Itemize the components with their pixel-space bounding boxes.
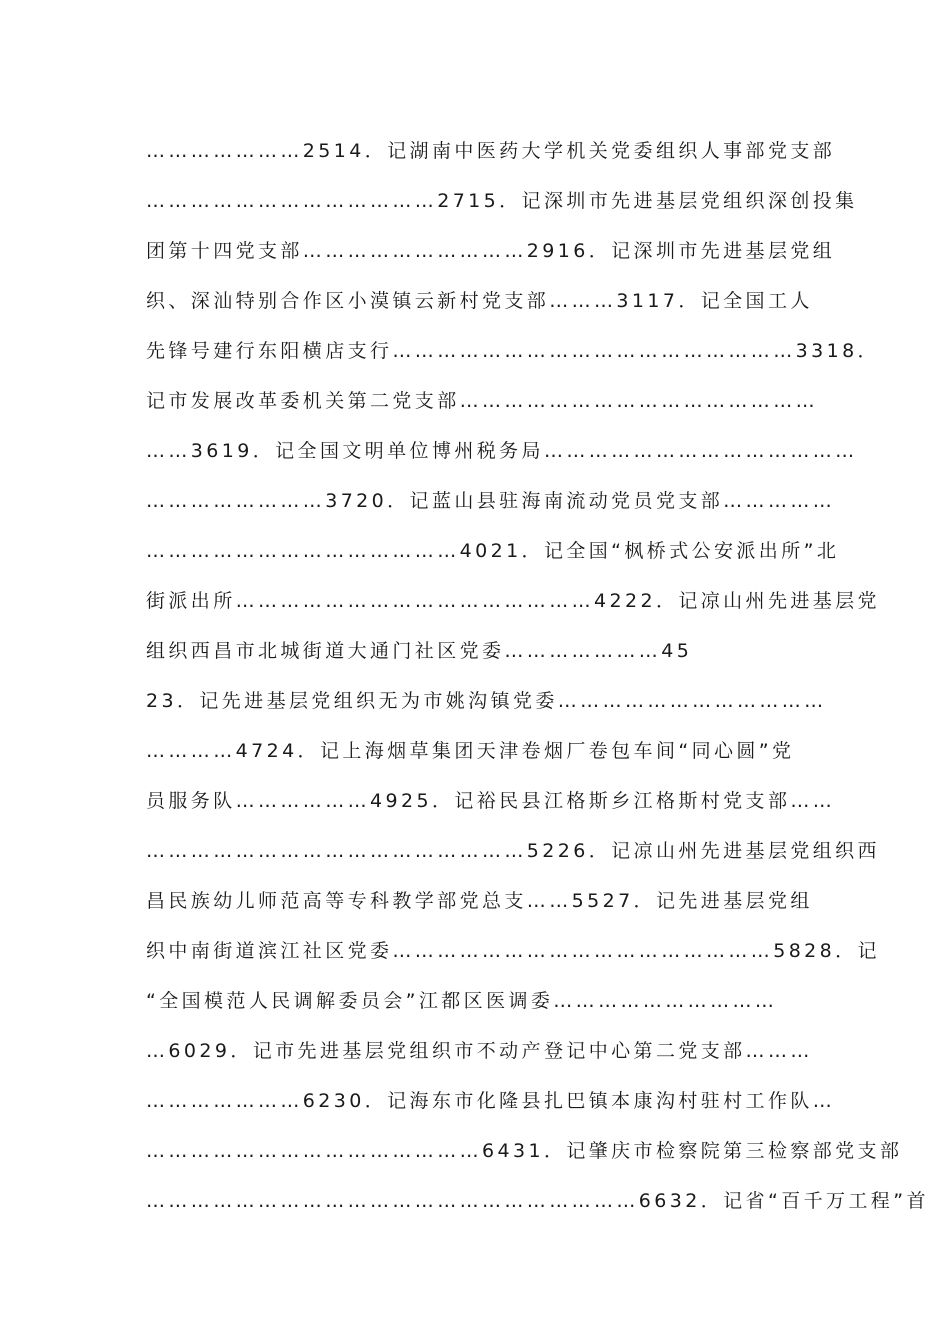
toc-line: …………………………………2715．记深圳市先进基层党组织深创投集 bbox=[146, 190, 858, 212]
toc-line: ……………………………………………5226．记凉山州先进基层党组织西 bbox=[146, 840, 880, 862]
toc-line: 记市发展改革委机关第二党支部………………………………………… bbox=[146, 390, 819, 412]
toc-line: …………………………………………………………6632．记省“百千万工程”首 bbox=[146, 1190, 929, 1212]
toc-line: …………………6230．记海东市化隆县扎巴镇本康沟村驻村工作队… bbox=[146, 1090, 836, 1112]
table-of-contents bbox=[146, 128, 929, 1228]
toc-line: “全国模范人民调解委员会”江都区医调委………………………… bbox=[146, 990, 778, 1012]
toc-line: …………4724．记上海烟草集团天津卷烟厂卷包车间“同心圆”党 bbox=[146, 740, 795, 762]
toc-line: ………………………………………6431．记肇庆市检察院第三检察部党支部 bbox=[146, 1140, 903, 1162]
toc-line: …………………2514．记湖南中医药大学机关党委组织人事部党支部 bbox=[146, 140, 836, 162]
toc-line: 织中南街道滨江社区党委……………………………………………5828．记 bbox=[146, 940, 880, 962]
toc-line: 23．记先进基层党组织无为市姚沟镇党委……………………………… bbox=[146, 690, 827, 712]
toc-line: 昌民族幼儿师范高等专科教学部党总支……5527．记先进基层党组 bbox=[146, 890, 813, 912]
toc-line: 团第十四党支部…………………………2916．记深圳市先进基层党组 bbox=[146, 240, 836, 262]
toc-line: 街派出所…………………………………………4222．记凉山州先进基层党 bbox=[146, 590, 880, 612]
toc-line: ……………………………………4021．记全国“枫桥式公安派出所”北 bbox=[146, 540, 840, 562]
toc-line: …6029．记市先进基层党组织市不动产登记中心第二党支部……… bbox=[146, 1040, 813, 1062]
toc-line: 员服务队………………4925．记裕民县江格斯乡江格斯村党支部…… bbox=[146, 790, 836, 812]
toc-line: ……………………3720．记蓝山县驻海南流动党员党支部…………… bbox=[146, 490, 836, 512]
toc-line: 先锋号建行东阳横店支行………………………………………………3318． bbox=[146, 340, 880, 362]
toc-line: 织、深汕特别合作区小漠镇云新村党支部………3117．记全国工人 bbox=[146, 290, 813, 312]
toc-line: ……3619．记全国文明单位博州税务局…………………………………… bbox=[146, 440, 858, 462]
toc-line: 组织西昌市北城街道大通门社区党委…………………45 bbox=[146, 640, 693, 662]
